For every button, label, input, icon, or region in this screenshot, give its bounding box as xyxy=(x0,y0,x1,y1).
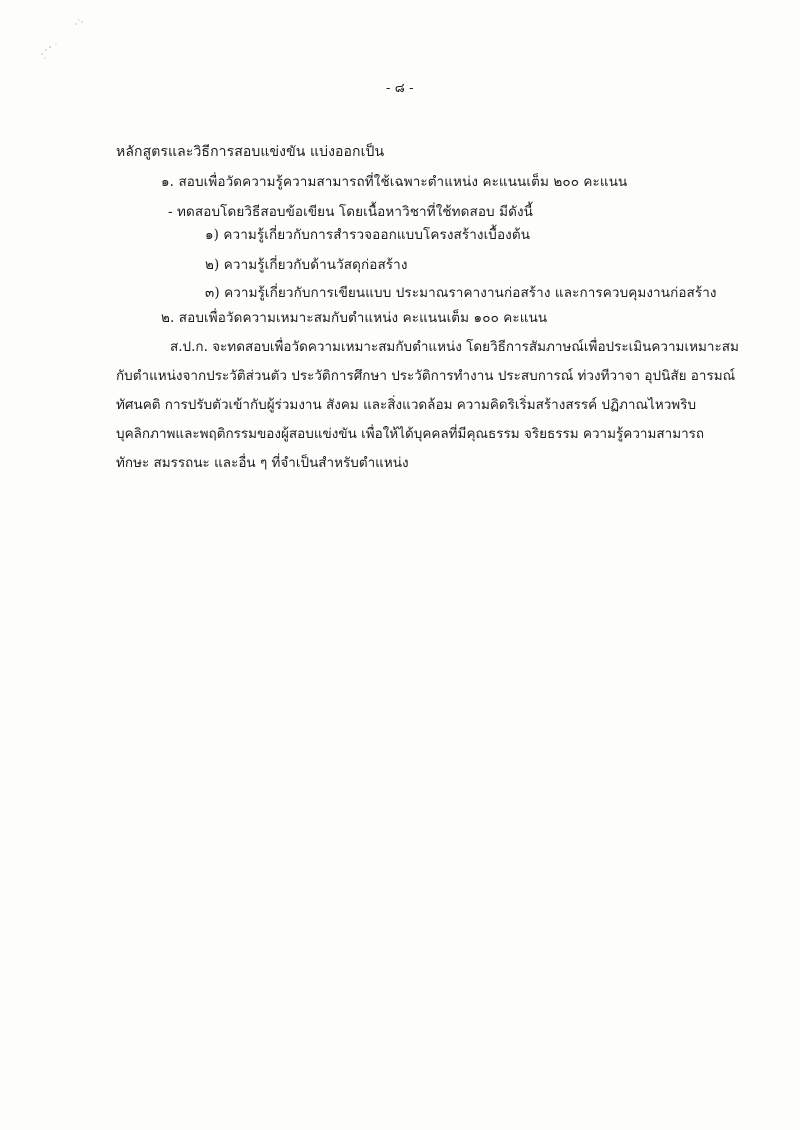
paragraph-line: กับตำแหน่งจากประวัติส่วนตัว ประวัติการศึกษา ประวัติการทำงาน ประสบการณ์ ท่วงทีวาจา อุปนิสัย อารมณ์ xyxy=(116,368,736,384)
interview-paragraph xyxy=(116,338,739,483)
paragraph-line: บุคลิกภาพและพฤติกรรมของผู้สอบแข่งขัน เพื่อให้ได้บุคคลที่มีคุณธรรม จริยธรรม ความรู้ความสามารถ xyxy=(116,426,705,442)
exam-part-1: ๑. สอบเพื่อวัดความรู้ความสามารถที่ใช้เฉพาะตำแหน่ง คะแนนเต็ม ๒๐๐ คะแนน xyxy=(161,174,628,190)
page-number: - ๘ - xyxy=(386,81,414,96)
exam-method-note: - ทดสอบโดยวิธีสอบข้อเขียน โดยเนื้อหาวิชาที่ใช้ทดสอบ มีดังนี้ xyxy=(168,204,534,220)
topic-item-3: ๓) ความรู้เกี่ยวกับการเขียนแบบ ประมาณราคางานก่อสร้าง และการควบคุมงานก่อสร้าง xyxy=(205,285,717,301)
paragraph-line: ทักษะ สมรรถนะ และอื่น ๆ ที่จำเป็นสำหรับตำแหน่ง xyxy=(116,455,409,471)
topic-item-2: ๒) ความรู้เกี่ยวกับด้านวัสดุก่อสร้าง xyxy=(205,257,408,273)
exam-part-2: ๒. สอบเพื่อวัดความเหมาะสมกับตำแหน่ง คะแนนเต็ม ๑๐๐ คะแนน xyxy=(161,310,548,326)
scan-speck-marks xyxy=(34,14,94,64)
topic-item-1: ๑) ความรู้เกี่ยวกับการสำรวจออกแบบโครงสร้างเบื้องต้น xyxy=(205,227,531,243)
section-heading: หลักสูตรและวิธีการสอบแข่งขัน แบ่งออกเป็น xyxy=(116,144,385,160)
paragraph-line: ส.ป.ก. จะทดสอบเพื่อวัดความเหมาะสมกับตำแหน่ง โดยวิธีการสัมภาษณ์เพื่อประเมินความเหมาะสม xyxy=(170,339,739,355)
paragraph-line: ทัศนคติ การปรับตัวเข้ากับผู้ร่วมงาน สังคม และสิ่งแวดล้อม ความคิดริเริ่มสร้างสรรค์ ปฏิภาณไหวพริบ xyxy=(116,397,697,413)
